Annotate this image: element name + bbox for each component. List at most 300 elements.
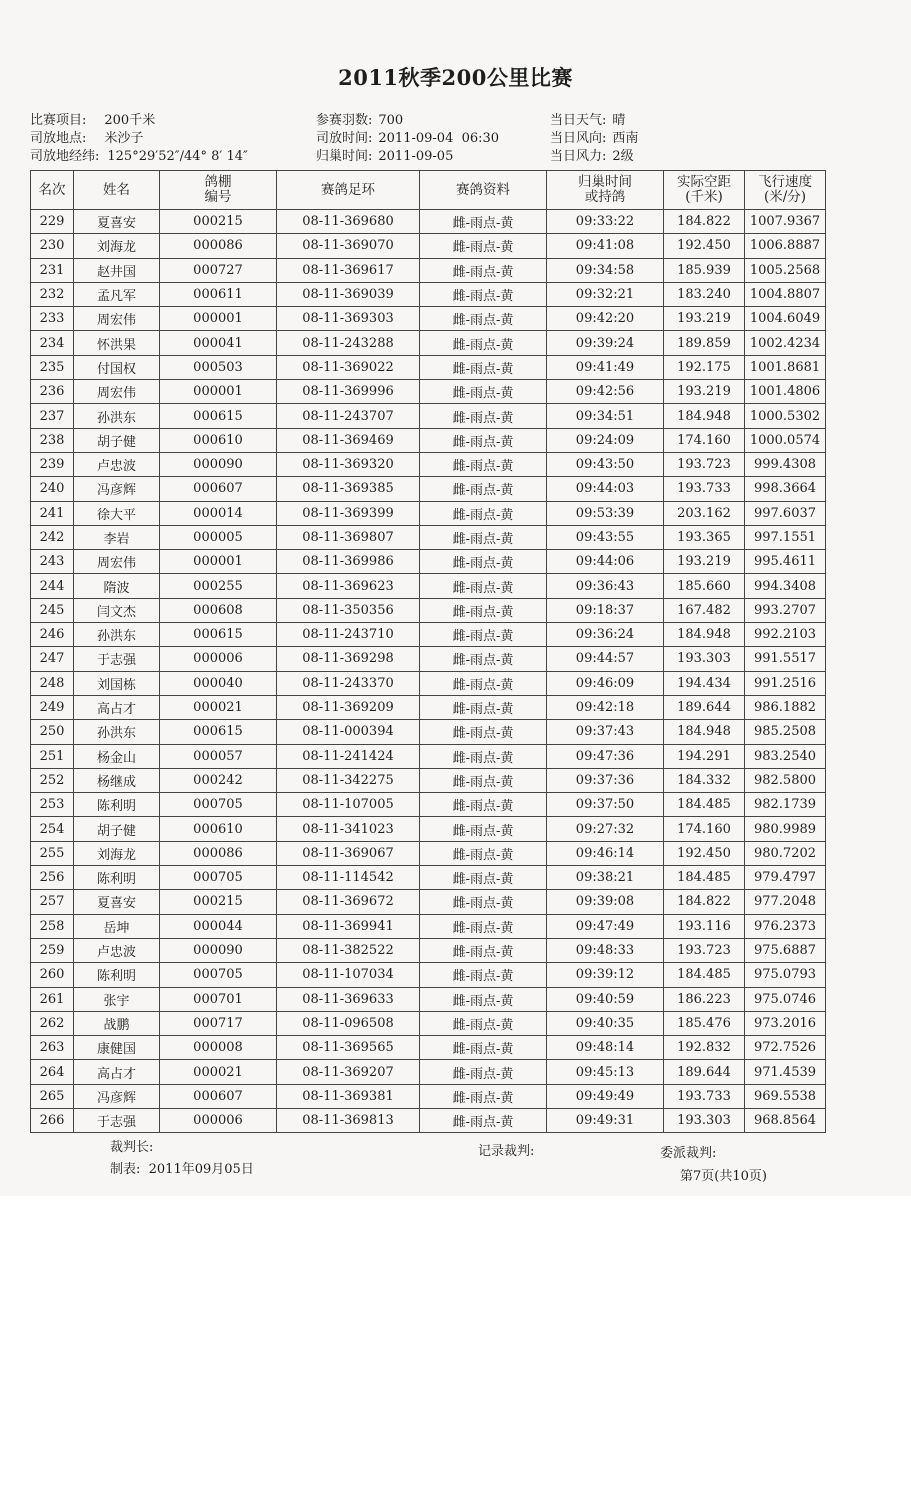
table-row (31, 355, 826, 379)
bird-info-cell: 雌-雨点-黄 (420, 841, 547, 865)
loft-id-cell: 000215 (160, 210, 277, 234)
speed-cell: 982.1739 (745, 793, 826, 817)
loft-id-cell: 000705 (160, 963, 277, 987)
return-time-cell: 09:45:13 (547, 1060, 664, 1084)
ring-cell: 08-11-107005 (277, 793, 420, 817)
name-cell: 胡子健 (74, 817, 160, 841)
return-time-cell: 09:34:51 (547, 404, 664, 428)
ring-cell: 08-11-369067 (277, 841, 420, 865)
name-cell: 周宏伟 (74, 307, 160, 331)
release-time-value: 2011-09-04 06:30 (378, 131, 500, 146)
table-row (31, 525, 826, 549)
info-release-place (30, 130, 143, 148)
return-time-cell: 09:40:59 (547, 987, 664, 1011)
ring-cell: 08-11-369996 (277, 380, 420, 404)
ring-cell: 08-11-342275 (277, 768, 420, 792)
table-row (31, 210, 826, 234)
record-judge: 记录裁判: (478, 1144, 535, 1159)
loft-id-cell: 000215 (160, 890, 277, 914)
ring-cell: 08-11-369807 (277, 525, 420, 549)
bird-info-cell: 雌-雨点-黄 (420, 234, 547, 258)
bird-info-cell: 雌-雨点-黄 (420, 768, 547, 792)
return-time-cell: 09:39:24 (547, 331, 664, 355)
ring-cell: 08-11-341023 (277, 817, 420, 841)
return-time-cell: 09:41:49 (547, 355, 664, 379)
name-cell: 夏喜安 (74, 890, 160, 914)
loft-id-cell: 000008 (160, 1036, 277, 1060)
ring-cell: 08-11-369207 (277, 1060, 420, 1084)
rank-cell: 232 (31, 282, 74, 306)
entries-value: 700 (378, 113, 404, 128)
table-row (31, 793, 826, 817)
bird-info-cell: 雌-雨点-黄 (420, 380, 547, 404)
return-time-cell: 09:34:58 (547, 258, 664, 282)
chief-judge: 裁判长: (110, 1140, 154, 1155)
distance-cell: 183.240 (664, 282, 745, 306)
name-cell: 刘海龙 (74, 841, 160, 865)
speed-cell: 993.2707 (745, 598, 826, 622)
return-time-cell: 09:32:21 (547, 282, 664, 306)
return-time-value: 2011-09-05 (378, 149, 454, 164)
ring-cell: 08-11-369633 (277, 987, 420, 1011)
speed-cell: 975.0793 (745, 963, 826, 987)
ring-cell: 08-11-241424 (277, 744, 420, 768)
table-row (31, 768, 826, 792)
ring-cell: 08-11-096508 (277, 1011, 420, 1035)
rank-cell: 260 (31, 963, 74, 987)
table-row (31, 258, 826, 282)
speed-cell: 991.5517 (745, 647, 826, 671)
table-row (31, 695, 826, 719)
return-time-cell: 09:42:18 (547, 695, 664, 719)
name-cell: 刘国栋 (74, 671, 160, 695)
name-cell: 闫文杰 (74, 598, 160, 622)
distance-cell: 184.948 (664, 720, 745, 744)
table-row (31, 404, 826, 428)
name-cell: 夏喜安 (74, 210, 160, 234)
loft-id-cell: 000006 (160, 1108, 277, 1132)
name-cell: 于志强 (74, 647, 160, 671)
column-header: 鸽棚 编号 (160, 171, 277, 210)
table-row (31, 574, 826, 598)
loft-id-cell: 000607 (160, 477, 277, 501)
loft-id-cell: 000701 (160, 987, 277, 1011)
speed-cell: 1007.9367 (745, 210, 826, 234)
info-race-item (30, 112, 155, 130)
bird-info-cell: 雌-雨点-黄 (420, 282, 547, 306)
distance-cell: 174.160 (664, 428, 745, 452)
name-cell: 孙洪东 (74, 623, 160, 647)
bird-info-cell: 雌-雨点-黄 (420, 647, 547, 671)
rank-cell: 245 (31, 598, 74, 622)
return-time-cell: 09:48:14 (547, 1036, 664, 1060)
loft-id-cell: 000090 (160, 938, 277, 962)
speed-cell: 995.4611 (745, 550, 826, 574)
ring-cell: 08-11-369209 (277, 695, 420, 719)
table-row (31, 428, 826, 452)
table-header-row (31, 171, 826, 210)
return-time-cell: 09:39:12 (547, 963, 664, 987)
return-time-cell: 09:37:36 (547, 768, 664, 792)
bird-info-cell: 雌-雨点-黄 (420, 355, 547, 379)
return-time-cell: 09:43:50 (547, 452, 664, 476)
table-row (31, 938, 826, 962)
ring-cell: 08-11-000394 (277, 720, 420, 744)
distance-cell: 184.948 (664, 404, 745, 428)
table-row (31, 234, 826, 258)
distance-cell: 184.485 (664, 866, 745, 890)
rank-cell: 239 (31, 452, 74, 476)
column-header: 归巢时间 或持鸽 (547, 171, 664, 210)
race-item-label: 比赛项目: (30, 113, 87, 128)
distance-cell: 192.450 (664, 841, 745, 865)
release-place-label: 司放地点: (30, 131, 87, 146)
return-time-cell: 09:42:56 (547, 380, 664, 404)
coords-label: 司放地经纬: (30, 149, 100, 164)
ring-cell: 08-11-369986 (277, 550, 420, 574)
table-row (31, 890, 826, 914)
name-cell: 卢忠波 (74, 938, 160, 962)
name-cell: 杨金山 (74, 744, 160, 768)
table-row (31, 866, 826, 890)
bird-info-cell: 雌-雨点-黄 (420, 938, 547, 962)
distance-cell: 203.162 (664, 501, 745, 525)
name-cell: 孙洪东 (74, 720, 160, 744)
return-time-cell: 09:44:03 (547, 477, 664, 501)
table-row (31, 623, 826, 647)
return-time-cell: 09:37:43 (547, 720, 664, 744)
speed-cell: 994.3408 (745, 574, 826, 598)
speed-cell: 983.2540 (745, 744, 826, 768)
distance-cell: 192.450 (664, 234, 745, 258)
ring-cell: 08-11-350356 (277, 598, 420, 622)
bird-info-cell: 雌-雨点-黄 (420, 1036, 547, 1060)
results-table (30, 170, 826, 1133)
name-cell: 张宇 (74, 987, 160, 1011)
info-wind-direction (550, 130, 638, 148)
info-entries (316, 112, 403, 130)
wind-force-label: 当日风力: (550, 149, 607, 164)
name-cell: 于志强 (74, 1108, 160, 1132)
name-cell: 岳坤 (74, 914, 160, 938)
name-cell: 冯彦辉 (74, 477, 160, 501)
table-row (31, 1011, 826, 1035)
rank-cell: 240 (31, 477, 74, 501)
distance-cell: 192.832 (664, 1036, 745, 1060)
distance-cell: 185.476 (664, 1011, 745, 1035)
table-row (31, 307, 826, 331)
distance-cell: 189.859 (664, 331, 745, 355)
distance-cell: 184.485 (664, 963, 745, 987)
name-cell: 孟凡军 (74, 282, 160, 306)
table-row (31, 331, 826, 355)
table-row (31, 914, 826, 938)
ring-cell: 08-11-369303 (277, 307, 420, 331)
rank-cell: 259 (31, 938, 74, 962)
rank-cell: 266 (31, 1108, 74, 1132)
loft-id-cell: 000001 (160, 307, 277, 331)
rank-cell: 230 (31, 234, 74, 258)
info-weather (550, 112, 625, 130)
bird-info-cell: 雌-雨点-黄 (420, 210, 547, 234)
bird-info-cell: 雌-雨点-黄 (420, 1011, 547, 1035)
speed-cell: 969.5538 (745, 1084, 826, 1108)
speed-cell: 1004.8807 (745, 282, 826, 306)
rank-cell: 246 (31, 623, 74, 647)
table-row (31, 282, 826, 306)
loft-id-cell: 000717 (160, 1011, 277, 1035)
table-body (31, 210, 826, 1133)
loft-id-cell: 000021 (160, 1060, 277, 1084)
distance-cell: 184.948 (664, 623, 745, 647)
bird-info-cell: 雌-雨点-黄 (420, 307, 547, 331)
table-row (31, 671, 826, 695)
loft-id-cell: 000014 (160, 501, 277, 525)
rank-cell: 264 (31, 1060, 74, 1084)
name-cell: 陈利明 (74, 866, 160, 890)
return-time-cell: 09:49:49 (547, 1084, 664, 1108)
name-cell: 周宏伟 (74, 380, 160, 404)
rank-cell: 262 (31, 1011, 74, 1035)
rank-cell: 253 (31, 793, 74, 817)
rank-cell: 254 (31, 817, 74, 841)
loft-id-cell: 000021 (160, 695, 277, 719)
table-row (31, 1060, 826, 1084)
column-header: 姓名 (74, 171, 160, 210)
return-time-cell: 09:48:33 (547, 938, 664, 962)
speed-cell: 980.7202 (745, 841, 826, 865)
return-time-cell: 09:44:57 (547, 647, 664, 671)
bird-info-cell: 雌-雨点-黄 (420, 1084, 547, 1108)
loft-id-cell: 000705 (160, 793, 277, 817)
loft-id-cell: 000044 (160, 914, 277, 938)
distance-cell: 192.175 (664, 355, 745, 379)
bird-info-cell: 雌-雨点-黄 (420, 525, 547, 549)
distance-cell: 184.332 (664, 768, 745, 792)
ring-cell: 08-11-369680 (277, 210, 420, 234)
return-time-label: 归巢时间: (316, 149, 373, 164)
bird-info-cell: 雌-雨点-黄 (420, 331, 547, 355)
made-by: 制表: 2011年09月05日 (110, 1162, 254, 1177)
loft-id-cell: 000086 (160, 234, 277, 258)
loft-id-cell: 000615 (160, 404, 277, 428)
ring-cell: 08-11-369381 (277, 1084, 420, 1108)
rank-cell: 247 (31, 647, 74, 671)
ring-cell: 08-11-369070 (277, 234, 420, 258)
distance-cell: 189.644 (664, 695, 745, 719)
name-cell: 付国权 (74, 355, 160, 379)
speed-cell: 997.1551 (745, 525, 826, 549)
return-time-cell: 09:36:24 (547, 623, 664, 647)
ring-cell: 08-11-369385 (277, 477, 420, 501)
distance-cell: 193.219 (664, 550, 745, 574)
rank-cell: 229 (31, 210, 74, 234)
distance-cell: 174.160 (664, 817, 745, 841)
loft-id-cell: 000001 (160, 550, 277, 574)
table-row (31, 841, 826, 865)
ring-cell: 08-11-243288 (277, 331, 420, 355)
ring-cell: 08-11-369617 (277, 258, 420, 282)
table-row (31, 477, 826, 501)
name-cell: 胡子健 (74, 428, 160, 452)
return-time-cell: 09:41:08 (547, 234, 664, 258)
weather-value: 晴 (612, 113, 626, 128)
bird-info-cell: 雌-雨点-黄 (420, 1060, 547, 1084)
speed-cell: 975.6887 (745, 938, 826, 962)
release-place-value: 米沙子 (104, 131, 144, 146)
speed-cell: 986.1882 (745, 695, 826, 719)
entries-label: 参赛羽数: (316, 113, 373, 128)
speed-cell: 968.8564 (745, 1108, 826, 1132)
rank-cell: 233 (31, 307, 74, 331)
name-cell: 周宏伟 (74, 550, 160, 574)
table-row (31, 647, 826, 671)
return-time-cell: 09:53:39 (547, 501, 664, 525)
speed-cell: 985.2508 (745, 720, 826, 744)
page-title: 2011秋季200公里比赛 (338, 65, 573, 90)
distance-cell: 193.365 (664, 525, 745, 549)
loft-id-cell: 000005 (160, 525, 277, 549)
rank-cell: 250 (31, 720, 74, 744)
speed-cell: 975.0746 (745, 987, 826, 1011)
speed-cell: 972.7526 (745, 1036, 826, 1060)
table-row (31, 501, 826, 525)
speed-cell: 998.3664 (745, 477, 826, 501)
ring-cell: 08-11-243370 (277, 671, 420, 695)
race-item-value: 200千米 (104, 113, 156, 128)
distance-cell: 193.303 (664, 647, 745, 671)
loft-id-cell: 000727 (160, 258, 277, 282)
column-header: 名次 (31, 171, 74, 210)
info-release-time (316, 130, 499, 148)
name-cell: 孙洪东 (74, 404, 160, 428)
info-wind-force (550, 148, 634, 166)
ring-cell: 08-11-369672 (277, 890, 420, 914)
column-header: 飞行速度 (米/分) (745, 171, 826, 210)
loft-id-cell: 000610 (160, 817, 277, 841)
name-cell: 高占才 (74, 1060, 160, 1084)
speed-cell: 1001.8681 (745, 355, 826, 379)
rank-cell: 237 (31, 404, 74, 428)
bird-info-cell: 雌-雨点-黄 (420, 404, 547, 428)
return-time-cell: 09:36:43 (547, 574, 664, 598)
wind-direction-value: 西南 (612, 131, 639, 146)
name-cell: 康健国 (74, 1036, 160, 1060)
rank-cell: 265 (31, 1084, 74, 1108)
bird-info-cell: 雌-雨点-黄 (420, 452, 547, 476)
rank-cell: 249 (31, 695, 74, 719)
name-cell: 陈利明 (74, 793, 160, 817)
bird-info-cell: 雌-雨点-黄 (420, 258, 547, 282)
coords-value: 125°29′52″/44° 8′ 14″ (107, 149, 248, 164)
loft-id-cell: 000607 (160, 1084, 277, 1108)
bird-info-cell: 雌-雨点-黄 (420, 744, 547, 768)
distance-cell: 193.219 (664, 380, 745, 404)
distance-cell: 193.219 (664, 307, 745, 331)
bird-info-cell: 雌-雨点-黄 (420, 963, 547, 987)
distance-cell: 185.939 (664, 258, 745, 282)
rank-cell: 242 (31, 525, 74, 549)
rank-cell: 235 (31, 355, 74, 379)
ring-cell: 08-11-369039 (277, 282, 420, 306)
loft-id-cell: 000090 (160, 452, 277, 476)
column-header: 赛鸽足环 (277, 171, 420, 210)
distance-cell: 184.485 (664, 793, 745, 817)
loft-id-cell: 000001 (160, 380, 277, 404)
bird-info-cell: 雌-雨点-黄 (420, 574, 547, 598)
table-row (31, 1084, 826, 1108)
return-time-cell: 09:24:09 (547, 428, 664, 452)
table-row (31, 744, 826, 768)
distance-cell: 193.116 (664, 914, 745, 938)
distance-cell: 194.434 (664, 671, 745, 695)
bird-info-cell: 雌-雨点-黄 (420, 428, 547, 452)
name-cell: 卢忠波 (74, 452, 160, 476)
distance-cell: 185.660 (664, 574, 745, 598)
name-cell: 徐大平 (74, 501, 160, 525)
speed-cell: 980.9989 (745, 817, 826, 841)
loft-id-cell: 000610 (160, 428, 277, 452)
loft-id-cell: 000608 (160, 598, 277, 622)
ring-cell: 08-11-114542 (277, 866, 420, 890)
speed-cell: 1006.8887 (745, 234, 826, 258)
name-cell: 李岩 (74, 525, 160, 549)
release-time-label: 司放时间: (316, 131, 373, 146)
ring-cell: 08-11-369623 (277, 574, 420, 598)
speed-cell: 992.2103 (745, 623, 826, 647)
loft-id-cell: 000503 (160, 355, 277, 379)
loft-id-cell: 000086 (160, 841, 277, 865)
name-cell: 冯彦辉 (74, 1084, 160, 1108)
speed-cell: 991.2516 (745, 671, 826, 695)
loft-id-cell: 000242 (160, 768, 277, 792)
distance-cell: 184.822 (664, 890, 745, 914)
distance-cell: 194.291 (664, 744, 745, 768)
table-row (31, 1036, 826, 1060)
rank-cell: 241 (31, 501, 74, 525)
rank-cell: 234 (31, 331, 74, 355)
info-coords (30, 148, 248, 166)
ring-cell: 08-11-369022 (277, 355, 420, 379)
speed-cell: 999.4308 (745, 452, 826, 476)
speed-cell: 977.2048 (745, 890, 826, 914)
name-cell: 怀洪果 (74, 331, 160, 355)
distance-cell: 193.733 (664, 477, 745, 501)
wind-direction-label: 当日风向: (550, 131, 607, 146)
loft-id-cell: 000041 (160, 331, 277, 355)
name-cell: 高占才 (74, 695, 160, 719)
return-time-cell: 09:47:49 (547, 914, 664, 938)
rank-cell: 231 (31, 258, 74, 282)
rank-cell: 257 (31, 890, 74, 914)
speed-cell: 973.2016 (745, 1011, 826, 1035)
return-time-cell: 09:40:35 (547, 1011, 664, 1035)
wind-force-value: 2级 (612, 149, 634, 164)
loft-id-cell: 000611 (160, 282, 277, 306)
distance-cell: 184.822 (664, 210, 745, 234)
rank-cell: 243 (31, 550, 74, 574)
rank-cell: 263 (31, 1036, 74, 1060)
rank-cell: 248 (31, 671, 74, 695)
bird-info-cell: 雌-雨点-黄 (420, 987, 547, 1011)
loft-id-cell: 000615 (160, 623, 277, 647)
ring-cell: 08-11-369469 (277, 428, 420, 452)
speed-cell: 1000.0574 (745, 428, 826, 452)
appointed-judge: 委派裁判: (660, 1146, 717, 1161)
ring-cell: 08-11-243710 (277, 623, 420, 647)
return-time-cell: 09:37:50 (547, 793, 664, 817)
bird-info-cell: 雌-雨点-黄 (420, 720, 547, 744)
